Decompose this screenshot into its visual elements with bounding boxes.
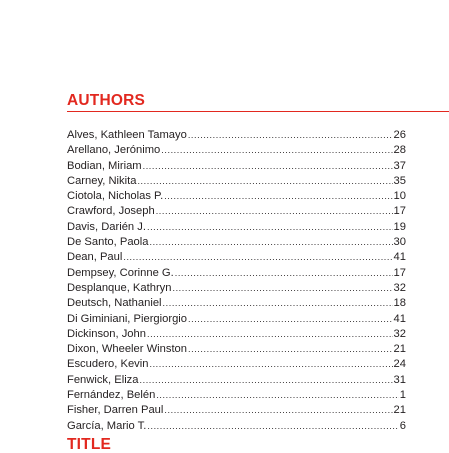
author-name: García, Mario T. bbox=[67, 419, 147, 432]
page-number: 30 bbox=[393, 236, 406, 249]
dot-leader bbox=[149, 235, 392, 250]
dot-leader bbox=[156, 388, 398, 403]
author-entry bbox=[67, 266, 406, 281]
author-name: Desplanque, Kathryn bbox=[67, 281, 172, 294]
dot-leader bbox=[123, 250, 392, 265]
dot-leader bbox=[175, 266, 393, 281]
author-entry bbox=[67, 128, 406, 143]
author-name: Crawford, Joseph bbox=[67, 205, 155, 218]
author-name: Fenwick, Eliza bbox=[67, 373, 139, 386]
page-number: 28 bbox=[393, 144, 406, 157]
dot-leader bbox=[147, 220, 393, 235]
authors-index-list bbox=[67, 128, 406, 434]
dot-leader bbox=[149, 357, 392, 372]
dot-leader bbox=[163, 296, 393, 311]
dot-leader bbox=[164, 189, 392, 204]
dot-leader bbox=[188, 312, 393, 327]
author-entry bbox=[67, 419, 406, 434]
author-entry bbox=[67, 143, 406, 158]
author-name: Fernández, Belén bbox=[67, 389, 156, 402]
author-name: Bodian, Miriam bbox=[67, 159, 142, 172]
page-number: 41 bbox=[393, 251, 406, 264]
page-number: 21 bbox=[393, 404, 406, 417]
page-number: 1 bbox=[399, 389, 406, 402]
author-name: Davis, Darién J. bbox=[67, 220, 146, 233]
author-entry bbox=[67, 373, 406, 388]
author-entry bbox=[67, 189, 406, 204]
author-name: Arellano, Jerónimo bbox=[67, 144, 161, 157]
author-entry bbox=[67, 250, 406, 265]
author-entry bbox=[67, 296, 406, 311]
page-number: 37 bbox=[393, 159, 406, 172]
dot-leader bbox=[147, 327, 393, 342]
author-name: Dean, Paul bbox=[67, 251, 123, 264]
author-name: Escudero, Kevin bbox=[67, 358, 149, 371]
page-number: 17 bbox=[393, 266, 406, 279]
author-entry bbox=[67, 174, 406, 189]
page-number: 31 bbox=[393, 373, 406, 386]
dot-leader bbox=[147, 419, 398, 434]
page-number: 24 bbox=[393, 358, 406, 371]
author-name: Dixon, Wheeler Winston bbox=[67, 343, 187, 356]
dot-leader bbox=[172, 281, 392, 296]
authors-heading-rule bbox=[67, 111, 449, 112]
dot-leader bbox=[140, 373, 393, 388]
page-number: 18 bbox=[393, 297, 406, 310]
author-entry bbox=[67, 342, 406, 357]
author-name: Di Giminiani, Piergiorgio bbox=[67, 312, 187, 325]
author-name: Dempsey, Corinne G. bbox=[67, 266, 174, 279]
author-entry bbox=[67, 403, 406, 418]
page-number: 35 bbox=[393, 174, 406, 187]
author-entry bbox=[67, 312, 406, 327]
dot-leader bbox=[161, 143, 392, 158]
dot-leader bbox=[164, 403, 392, 418]
dot-leader bbox=[188, 128, 393, 143]
author-entry bbox=[67, 357, 406, 372]
dot-leader bbox=[156, 204, 393, 219]
page-number: 32 bbox=[393, 281, 406, 294]
page-number: 17 bbox=[393, 205, 406, 218]
author-name: Alves, Kathleen Tamayo bbox=[67, 129, 187, 141]
title-heading: TITLE bbox=[67, 436, 112, 453]
dot-leader bbox=[143, 159, 393, 174]
author-name: Ciotola, Nicholas P. bbox=[67, 190, 164, 203]
author-name: Fisher, Darren Paul bbox=[67, 404, 164, 417]
author-entry bbox=[67, 281, 406, 296]
author-entry bbox=[67, 388, 406, 403]
page-number: 19 bbox=[393, 220, 406, 233]
author-name: De Santo, Paola bbox=[67, 236, 149, 249]
author-name: Deutsch, Nathaniel bbox=[67, 297, 162, 310]
author-entry bbox=[67, 235, 406, 250]
page-number: 26 bbox=[393, 129, 406, 141]
page-number: 6 bbox=[399, 419, 406, 432]
page-number: 21 bbox=[393, 343, 406, 356]
author-name: Carney, Nikita bbox=[67, 174, 137, 187]
dot-leader bbox=[188, 342, 393, 357]
author-name: Dickinson, John bbox=[67, 327, 146, 340]
authors-heading: AUTHORS bbox=[67, 92, 146, 109]
author-entry bbox=[67, 220, 406, 235]
author-entry bbox=[67, 204, 406, 219]
page-number: 41 bbox=[393, 312, 406, 325]
dot-leader bbox=[137, 174, 392, 189]
page-number: 32 bbox=[393, 327, 406, 340]
author-entry bbox=[67, 159, 406, 174]
author-entry bbox=[67, 327, 406, 342]
page-number: 10 bbox=[393, 190, 406, 203]
